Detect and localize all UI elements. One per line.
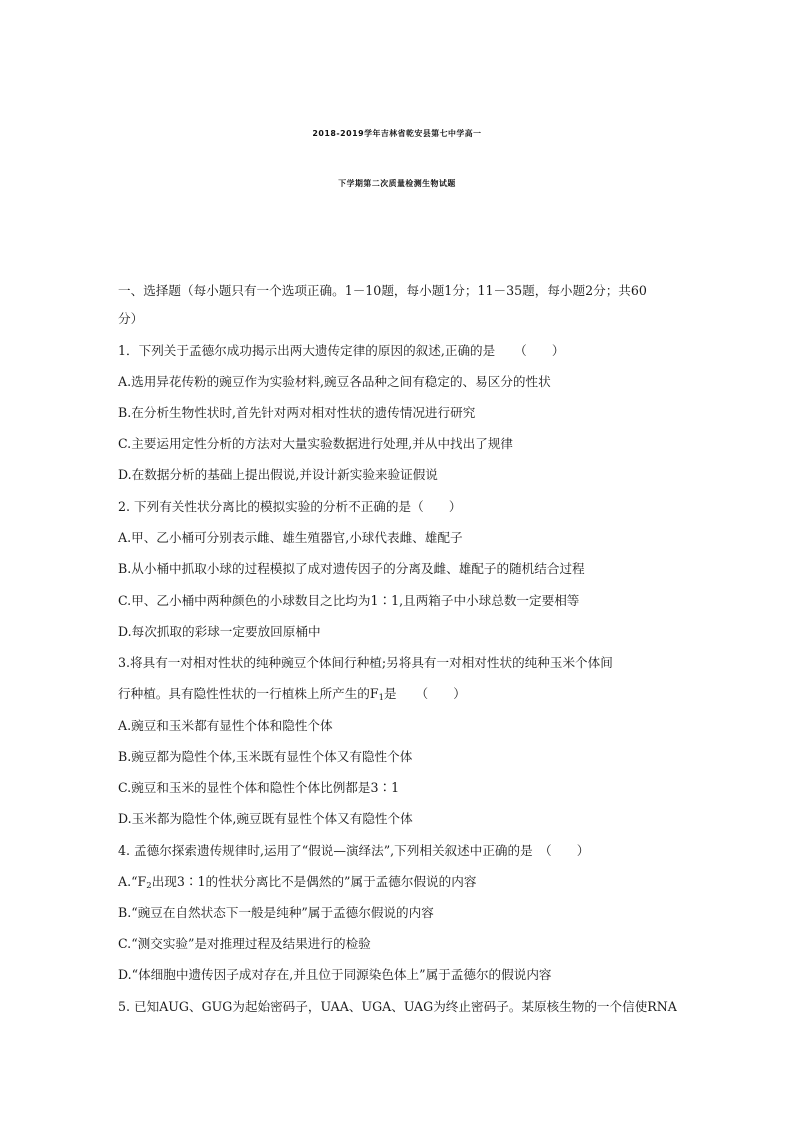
question-4-option-b: B.“豌豆在自然状态下一般是纯种”属于孟德尔假说的内容 xyxy=(118,905,434,920)
question-3-option-c: C.豌豆和玉米的显性个体和隐性个体比例都是3∶1 xyxy=(118,780,400,795)
question-3-option-b: B.豌豆都为隐性个体,玉米既有显性个体又有隐性个体 xyxy=(118,749,413,764)
question-4-option-a-tail: 出现3∶1的性状分离比不是偶然的”属于孟德尔假说的内容 xyxy=(151,874,477,889)
question-5-stem: 5. 已知AUG、GUG为起始密码子，UAA、UGA、UAG为终止密码子。某原核生物的一个信使RNA xyxy=(118,999,677,1014)
question-2-option-b: B.从小桶中抓取小球的过程模拟了成对遗传因子的分离及雌、雄配子的随机结合过程 xyxy=(118,561,585,576)
subscript-2: 2 xyxy=(146,881,152,891)
exam-title-line1: 2018-2019学年吉林省乾安县第七中学高一 xyxy=(312,129,482,138)
question-4-option-d: D.“体细胞中遗传因子成对存在,并且位于同源染色体上”属于孟德尔的假说内容 xyxy=(118,967,552,982)
question-1-option-a: A.选用异花传粉的豌豆作为实验材料,豌豆各品种之间有稳定的、易区分的性状 xyxy=(118,374,551,389)
question-1-option-b: B.在分析生物性状时,首先针对两对相对性状的遗传情况进行研究 xyxy=(118,405,476,420)
question-3-stem-tail: 是 （ ） xyxy=(384,686,466,701)
exam-title-line2: 下学期第二次质量检测生物试题 xyxy=(338,179,456,188)
question-1-option-d: D.在数据分析的基础上提出假说,并设计新实验来验证假说 xyxy=(118,467,438,482)
section-heading-line2: 分） xyxy=(118,311,144,326)
question-1-stem: 1．下列关于孟德尔成功揭示出两大遗传定律的原因的叙述,正确的是 （ ） xyxy=(118,343,565,358)
question-2-option-a: A.甲、乙小桶可分别表示雌、雄生殖器官,小球代表雌、雄配子 xyxy=(118,530,463,545)
question-2-option-d: D.每次抓取的彩球一定要放回原桶中 xyxy=(118,624,321,639)
question-3-stem-line2 xyxy=(118,685,688,707)
question-3-stem-line1: 3.将具有一对相对性状的纯种豌豆个体间行种植;另将具有一对相对性状的纯种玉米个体间 xyxy=(118,655,613,670)
question-3-stem-text: 行种植。具有隐性性状的一行植株上所产生的F xyxy=(118,686,379,701)
subscript-1: 1 xyxy=(378,693,385,703)
section-heading-line1: 一、选择题（每小题只有一个选项正确。1－10题，每小题1分；11－35题，每小题2分；共60 xyxy=(118,283,647,298)
question-4-stem: 4. 孟德尔探索遗传规律时,运用了“假说—演绎法”,下列相关叙述中正确的是 （ ） xyxy=(118,843,590,858)
question-2-stem: 2. 下列有关性状分离比的模拟实验的分析不正确的是（ ） xyxy=(118,499,462,514)
question-3-option-d: D.玉米都为隐性个体,豌豆既有显性个体又有隐性个体 xyxy=(118,811,413,826)
question-4-option-a xyxy=(118,873,688,895)
question-2-option-c: C.甲、乙小桶中两种颜色的小球数目之比均为1∶1,且两箱子中小球总数一定要相等 xyxy=(118,593,580,608)
question-4-option-a-text: A.“F xyxy=(118,874,147,889)
question-3-option-a: A.豌豆和玉米都有显性个体和隐性个体 xyxy=(118,718,333,733)
question-1-option-c: C.主要运用定性分析的方法对大量实验数据进行处理,并从中找出了规律 xyxy=(118,436,514,451)
question-4-option-c: C.“测交实验”是对推理过程及结果进行的检验 xyxy=(118,936,371,951)
